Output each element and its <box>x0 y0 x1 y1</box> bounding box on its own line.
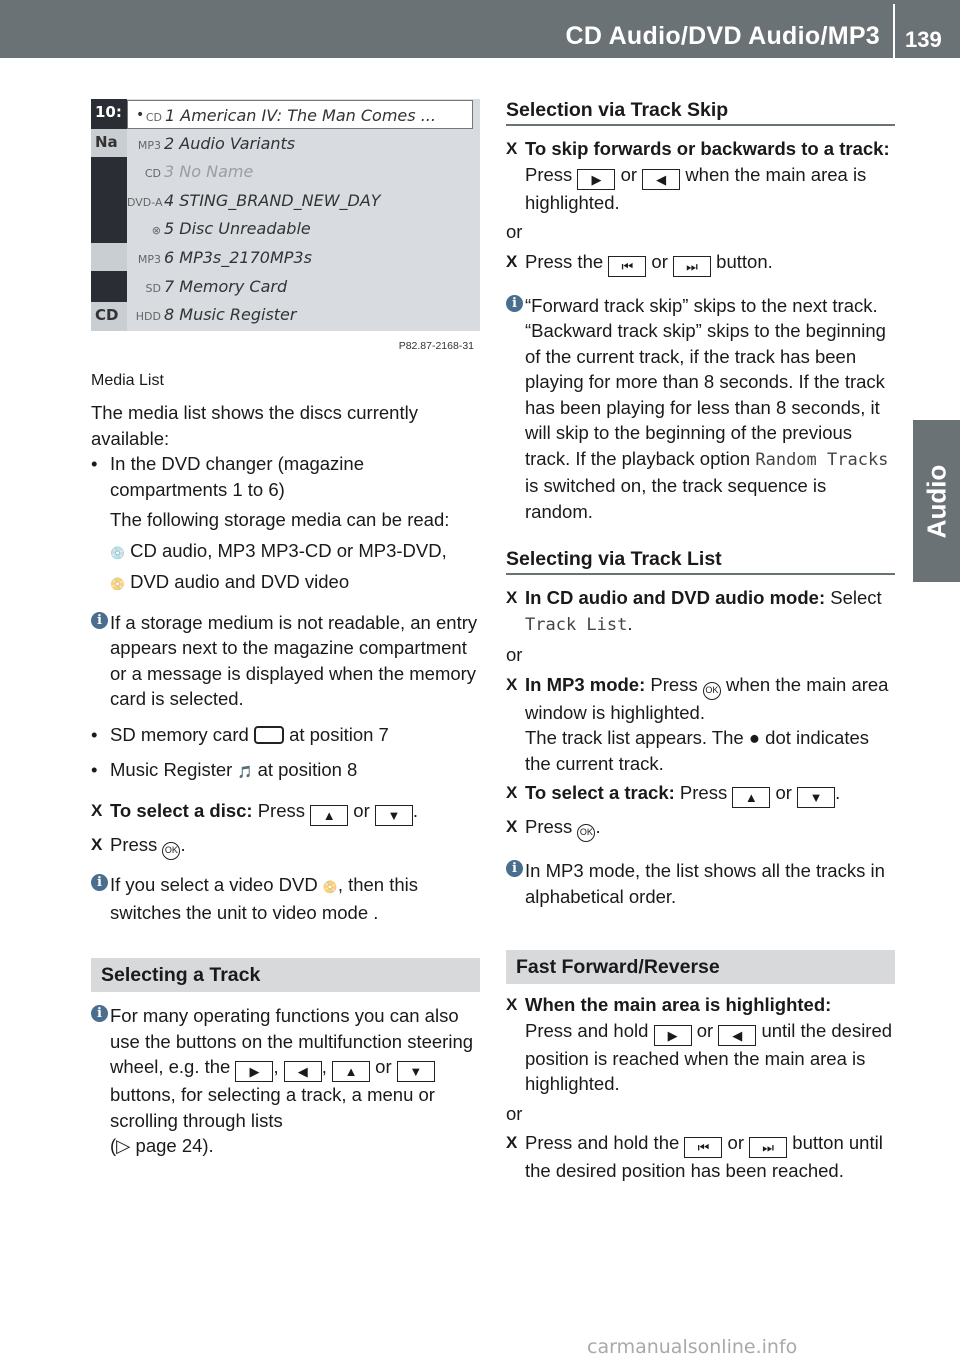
cd-icon: 💿 <box>110 545 125 560</box>
step-ff-buttons: X Press and hold the ⏮ or ⏭ button until the desired position has been reached. <box>506 1132 883 1181</box>
step-skip-buttons: X Press the ⏮ or ⏭ button. <box>506 249 898 277</box>
info-icon: i <box>506 860 523 877</box>
hdd-icon: 🎵 <box>237 765 253 779</box>
media-list-item[interactable] <box>127 129 473 158</box>
left-key-icon: ◀ <box>718 1025 756 1046</box>
info-steering-wheel: i For many operating functions you can also use the buttons on the multifunction steering wheel, e.g. the ▶ , ◀ , ▲ or ▼ buttons, for selecting a track, a menu or scrolling through lists (▷ page 24). <box>91 1003 481 1159</box>
up-key-icon: ▲ <box>732 787 770 808</box>
storage-intro: The following storage media can be read: <box>110 509 450 530</box>
media-item-label: 7 Memory Card <box>164 276 288 296</box>
info-icon: i <box>506 295 523 312</box>
info-icon: i <box>91 1005 108 1022</box>
screenshot-footer <box>91 331 480 357</box>
dot-icon: ● <box>748 727 761 748</box>
step-marker: X <box>91 800 103 820</box>
info-icon: i <box>91 874 108 891</box>
screenshot-left-column <box>91 99 127 331</box>
step-press-ok: X Press OK . <box>91 832 481 860</box>
heading-rule <box>506 573 895 575</box>
info-icon: i <box>91 612 108 629</box>
bullet-marker: • <box>91 453 98 474</box>
mp3-icon: MP3 <box>137 138 161 152</box>
left-key-icon: ◀ <box>284 1061 322 1082</box>
media-list-item[interactable] <box>127 186 473 215</box>
dvd-video-icon: 📀 <box>322 879 338 894</box>
next-key-icon: ⏭ <box>673 256 711 277</box>
media-item-label: 1 American IV: The Man Comes ... <box>165 106 436 125</box>
cd-icon: CD <box>145 111 162 124</box>
current-dot-icon: • <box>136 107 145 123</box>
step-marker: X <box>506 783 518 802</box>
ok-button-icon: OK <box>162 842 180 860</box>
hdd-icon: HDD <box>135 310 161 324</box>
step-select-track: X To select a track: Press ▲ or ▼ . <box>506 780 898 808</box>
track-list-note: The track list appears. The ● dot indicates the current track. <box>525 727 870 774</box>
page-number: 139 <box>905 27 942 52</box>
media-list-item[interactable] <box>127 214 473 243</box>
media-item-label: 3 No Name <box>164 162 254 182</box>
down-key-icon: ▼ <box>375 805 413 826</box>
bullet-music-register: • Music Register 🎵 at position 8 <box>91 757 481 786</box>
step-marker: X <box>506 1133 518 1152</box>
ok-button-icon: OK <box>577 824 595 842</box>
right-column-mid <box>506 585 898 909</box>
step-marker: X <box>506 139 518 158</box>
page-section-title: CD Audio/DVD Audio/MP3 <box>565 22 880 50</box>
step-marker: X <box>506 674 518 694</box>
info-track-skip: i “Forward track skip” skips to the next track. “Backward track skip” skips to the beginning of the current track, if the track has been playing for more than 8 seconds. If the track has been playing for less than 8 seconds, it will skip to the beginning of the previous track. If the playback option Random Tracks is switched on, the track sequence is random. <box>506 293 898 525</box>
watermark: carmanualsonline.info <box>587 1336 798 1358</box>
left-spacer <box>91 243 127 271</box>
media-list-screenshot <box>91 99 480 357</box>
media-item-label: 2 Audio Variants <box>164 133 296 153</box>
step-mp3-mode: X In MP3 mode: Press OK when the main area window is highlighted. <box>506 673 889 723</box>
step-marker: X <box>506 995 518 1014</box>
step-marker: X <box>506 588 518 607</box>
up-key-icon: ▲ <box>310 805 348 826</box>
right-column-bottom <box>506 992 898 1184</box>
header-divider <box>893 4 895 58</box>
media-list-item[interactable] <box>127 100 473 129</box>
bullet-sd-card: • SD memory card at position 7 <box>91 722 481 748</box>
media-list <box>127 99 480 331</box>
step-cd-mode: X In CD audio and DVD audio mode: Select Track List. <box>506 587 882 635</box>
right-column-top <box>506 136 898 524</box>
or-text: or <box>506 644 523 665</box>
media-list-item[interactable] <box>127 300 473 329</box>
previous-key-icon: ⏮ <box>608 256 646 277</box>
left-label-na: Na <box>91 129 127 157</box>
info-mp3-list: i In MP3 mode, the list shows all the tracks in alphabetical order. <box>506 858 898 909</box>
side-tab-label: Audio <box>921 464 951 538</box>
left-info-steering <box>91 1003 481 1159</box>
left-label-time: 10: <box>95 103 122 121</box>
info-unreadable: i If a storage medium is not readable, an entry appears next to the magazine compartment or a message is displayed when the memory card is selected. <box>91 610 481 712</box>
heading-track-list: Selecting via Track List <box>506 548 722 570</box>
dvd-audio-icon: DVD-A <box>127 195 163 209</box>
bullet-marker: • <box>91 723 98 745</box>
left-label-cd: CD <box>91 302 127 331</box>
bullet-marker: • <box>91 759 98 780</box>
memory-card-icon: SD <box>145 281 161 295</box>
step-marker: X <box>91 834 103 854</box>
or-text: or <box>506 221 523 242</box>
storage-line-2: 📀 DVD audio and DVD video <box>110 571 350 592</box>
unreadable-icon: ⊗ <box>151 224 161 238</box>
side-tab-label-box <box>913 420 960 582</box>
section-fast-forward: Fast Forward/Reverse <box>506 950 895 984</box>
left-key-icon: ◀ <box>642 169 680 190</box>
next-key-icon: ⏭ <box>749 1137 787 1158</box>
right-key-icon: ▶ <box>577 169 615 190</box>
mp3-icon: MP3 <box>137 253 161 266</box>
media-list-item[interactable] <box>127 272 473 301</box>
media-item-label: 4 STING_BRAND_NEW_DAY <box>164 190 381 210</box>
ok-button-icon: OK <box>703 682 721 700</box>
down-key-icon: ▼ <box>397 1061 435 1082</box>
figure-caption: Media List <box>91 372 164 389</box>
media-list-item[interactable] <box>127 157 473 186</box>
media-item-label: 6 MP3s_2170MP3s <box>164 248 312 267</box>
step-marker: X <box>506 251 518 271</box>
section-selecting-track: Selecting a Track <box>91 958 480 992</box>
previous-key-icon: ⏮ <box>684 1137 722 1158</box>
step-ff-hold: X When the main area is highlighted: Press and hold ▶ or ◀ until the desired position is reached when the main area is highlighted. <box>506 994 893 1094</box>
step-select-disc: X To select a disc: Press ▲ or ▼ . <box>91 798 481 826</box>
media-item-label: 5 Disc Unreadable <box>164 219 311 239</box>
info-video-dvd: i If you select a video DVD 📀, then this switches the unit to video mode . <box>91 872 481 926</box>
media-list-item[interactable] <box>127 243 473 272</box>
down-key-icon: ▼ <box>797 787 835 808</box>
memory-card-icon <box>254 726 284 744</box>
intro-text: The media list shows the discs currently available: <box>91 402 418 449</box>
up-key-icon: ▲ <box>332 1061 370 1082</box>
heading-rule <box>506 124 895 126</box>
heading-track-skip: Selection via Track Skip <box>506 99 729 121</box>
step-press-ok: X Press OK . <box>506 814 898 842</box>
or-text: or <box>506 1102 523 1124</box>
figure-reference: P82.87-2168-31 <box>398 340 474 352</box>
storage-line-1: 💿 CD audio, MP3 MP3-CD or MP3-DVD, <box>110 539 447 561</box>
step-marker: X <box>506 817 518 836</box>
step-skip: X To skip forwards or backwards to a track: Press ▶ or ◀ when the main area is highlighted. <box>506 138 890 213</box>
right-key-icon: ▶ <box>654 1025 692 1046</box>
right-key-icon: ▶ <box>235 1061 273 1082</box>
media-item-label: 8 Music Register <box>164 305 297 325</box>
dvd-audio-icon: 📀 <box>110 577 125 591</box>
left-column <box>91 400 481 926</box>
cd-icon: CD <box>144 167 161 181</box>
bullet-dvd-changer: • In the DVD changer (magazine compartments 1 to 6) <box>91 453 364 500</box>
